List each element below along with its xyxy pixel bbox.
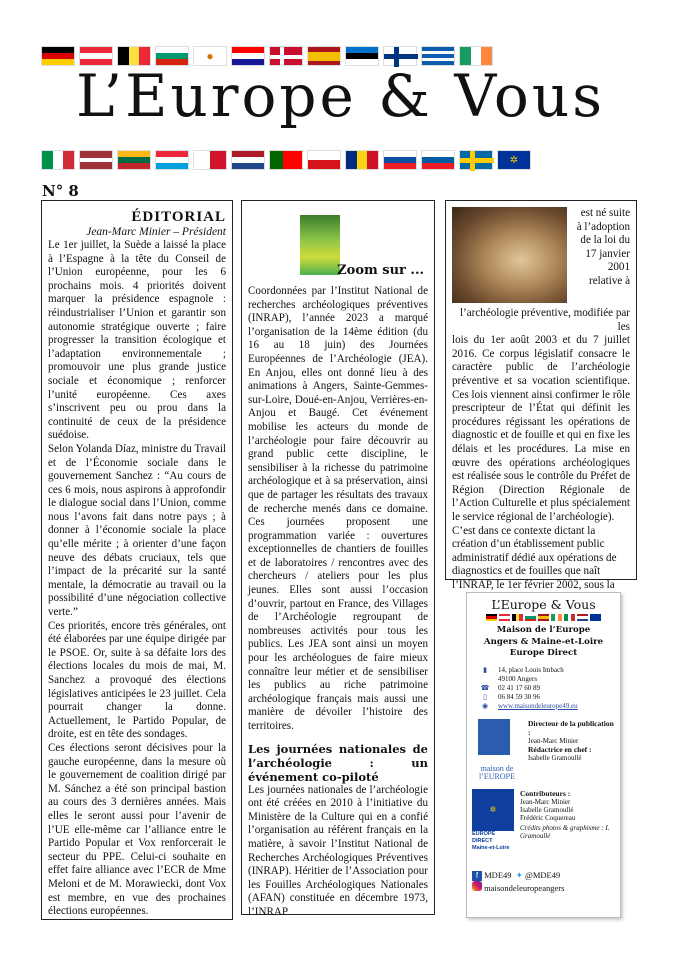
mini-flag-icon: [499, 614, 510, 621]
zoom-title: Zoom sur ...: [337, 263, 424, 278]
org-line: Europe Direct: [509, 648, 578, 658]
mobile-number: 06 84 59 30 96: [498, 692, 540, 701]
editorial-paragraph: Ces priorités, encore très générales, ont été élaborées par une équipe dirigée par le PSOE. Or, suite à sa défaite lors des élections locales du mois de mai, M. Sanchez a provoqué des élections législatives anticipées le 23 juillet. Cela pourrait changer la donne. Actuellement, le Partido Popular, de droite, est en tête des sondages.: [48, 619, 226, 741]
mobile-icon: ▯: [483, 692, 487, 701]
zoom-body: Coordonnées par l’Institut National de recherches archéologiques préventives (INRAP), l’année 2023 a marqué l’organisation de la 14ème édition (du 16 au 18 juin) des Journées Européennes de l’Archéologie (JEA). En Anjou, elles ont donné lieu à des animations à Angers, Sainte-Gemmes-sur-Loire, Doué-en-Anjou, Verrières-en-Anjou et Baugé. Cet événement mobilise les acteurs du monde de l’archéologie pour faire découvrir au grand public cette discipline, le sensibiliser à la richesse du patrimoine archéologique et à sa préservation, ainsi que de partager les résultats des travaux de recherche menés dans ce domaine. Ces journées proposent une programmation variée : ouvertures exceptionnelles de chantiers de fouilles et de laboratoires / rencontres avec des chercheurs / ateliers pour les plus jeunes. Elles sont aussi l’occasion d’ouvrir, partout en France, des Villages de l’Archéologie regroupant de nombreuses activités pour tous les publics. Les JEA sont ainsi un moyen pour les archéologues de faire mieux connaître leur métier et de sensibiliser les publics au riche patrimoine archéologique français mais aussi une manière de dévoiler l’histoire des territoires.: [248, 285, 428, 732]
phone-row: [472, 684, 615, 693]
publication-block: [472, 719, 615, 781]
flag-romania-icon: [345, 150, 379, 170]
masthead-title: L’Europe & Vous: [76, 62, 605, 130]
flag-latvia-icon: [79, 150, 113, 170]
zoom-header: [248, 207, 428, 285]
flag-luxembourg-icon: [155, 150, 189, 170]
instagram-handle[interactable]: maisondeleuropeangers: [484, 882, 565, 893]
social-row: [472, 869, 615, 881]
info-box: [466, 592, 621, 918]
flag-lithuania-icon: [117, 150, 151, 170]
infobox-title: L’Europe & Vous: [491, 597, 596, 612]
editorial-column: [41, 200, 233, 920]
flag-eu-icon: ✲: [497, 150, 531, 170]
flag-czechia-icon: [307, 150, 341, 170]
mini-flag-icon: [538, 614, 549, 621]
editorial-paragraph: Ces élections seront décisives pour la gauche européenne, dans la mesure où le gouvernement de coalition dirigé par M. Sánchez a été son principal bastion au cours des 3 dernières années. Mais elles le seront aussi pour l’avenir de l’UE elle-même car l’alliance entre le Partido Popular et Vox renforcerait le secteur du PPE. Celui-ci souhaite en effet faire alliance avec l’ECR de Mme Meloni et de M. Morawiecki, dont Vox est membre, en vue des prochaines élections européennes.: [48, 741, 226, 918]
maison-europe-logo-label: maison de l’EUROPE: [479, 763, 515, 781]
inrap-column: [445, 200, 637, 591]
flag-row-bottom: [41, 150, 531, 170]
website-link[interactable]: www.maisondeleurope49.eu: [498, 701, 578, 710]
address-row-2: [472, 675, 615, 684]
flag-malta-icon: [193, 150, 227, 170]
contributor-name: Jean-Marc Minier: [520, 797, 571, 806]
contributors-block: [472, 789, 615, 855]
issue-number: N° 8: [42, 182, 79, 200]
address-line-1: 14, place Louis Imbach: [498, 665, 564, 674]
inrap-body-2: C’est dans ce contexte dictant la création d’un établissement public administratif dédié aux opérations de diagnostics et de fouilles que naît l’INRAP, le 1er février 2002, sous la: [452, 524, 617, 591]
phone-icon: ☎: [480, 683, 490, 692]
infobox-org: [472, 625, 615, 660]
editor-name: Isabelle Gramoullé: [528, 753, 582, 762]
editorial-paragraph: Selon Yolanda Díaz, ministre du Travail et de l’Économie sociale dans le gouvernement Sanchez : “Au cours de ces 6 mois, nous aspirons à approfondir le dialogue social dans l’Union, comme nous l’avons fait dans notre pays ; à donner à l’économie sociale la place qu’elle mérite ; à orienter d’une façon neuve des débats cruciaux, tels que l’impact de la précarité sur la santé mentale, la démocratie au travail ou la possibilité d’une négociation collective verte.”: [48, 442, 226, 619]
contributors-label: Contributeurs :: [520, 788, 571, 798]
excavation-photo: [452, 207, 567, 303]
zoom-column: [241, 200, 435, 918]
social-row: [472, 881, 615, 894]
mini-flag-icon: [590, 614, 601, 621]
flag-cyprus-icon: ●: [193, 46, 227, 66]
phone-number: 02 41 17 60 89: [498, 683, 540, 692]
editor-label: Rédactrice en chef :: [528, 744, 592, 754]
org-line: Angers & Maine-et-Loire: [483, 636, 604, 647]
publication-credits: [528, 719, 615, 781]
address-row: [472, 666, 615, 675]
flag-netherlands-icon: [231, 150, 265, 170]
mini-flag-icon: [512, 614, 523, 621]
twitter-icon[interactable]: ✦: [515, 869, 523, 880]
editorial-title: ÉDITORIAL: [131, 209, 226, 225]
address-line-2: 49100 Angers: [498, 674, 538, 683]
director-name: Jean-Marc Minier: [528, 736, 579, 745]
contact-block: [472, 666, 615, 711]
mini-flag-icon: [525, 614, 536, 621]
web-row: [472, 702, 615, 711]
europe-direct-sublabel: Maine-et-Loire: [472, 844, 510, 851]
mini-flag-icon: [564, 614, 575, 621]
editorial-author: Jean-Marc Minier – Président: [86, 226, 226, 238]
mini-flag-icon: [551, 614, 562, 621]
photo-credit: Crédits photos & graphisme : I. Gramoullé: [520, 823, 610, 840]
europe-direct-label: EUROPE DIRECT: [472, 830, 496, 844]
twitter-handle[interactable]: @MDE49: [525, 869, 561, 880]
facebook-icon[interactable]: f: [472, 871, 482, 881]
contributors-list: [520, 789, 615, 855]
flag-slovenia-icon: [421, 150, 455, 170]
eu-stars-icon: ✲: [472, 789, 514, 831]
flag-slovakia-icon: [383, 150, 417, 170]
inrap-intro: est né suite à l’adoption de la loi du 17 janvier 2001 relative à l’archéologie préventive, modifiée par les: [459, 207, 630, 333]
flag-portugal-icon: [269, 150, 303, 170]
location-pin-icon: ▮: [483, 665, 487, 674]
jea-poster-image: [300, 215, 340, 275]
instagram-icon[interactable]: [472, 881, 482, 891]
zoom-subheading: Les journées nationales de l’archéologie : un événement co-piloté: [248, 741, 428, 784]
facebook-handle[interactable]: MDE49: [484, 869, 512, 880]
contributor-name: Frédéric Coquereau: [520, 813, 576, 822]
editorial-paragraph: Le 1er juillet, la Suède a laissé la place à l’Espagne à la tête du Conseil de l’Union européenne, pour les 6 prochains mois. 4 priorités doivent marquer la présidence espagnole : réindustrialiser l’Union et garantir son autonomie stratégique ouverte ; faire progresser la transition écologique et l’adaptation environnementale ; promouvoir une plus grande justice sociale et économique ; renforcer l’unité européenne. Ces axes s’inscrivent peu ou prou dans la continuité de ceux de la présidence suédoise.: [48, 239, 226, 442]
zoom-body-2: Les journées nationales de l’archéologie ont été créées en 2010 à l’initiative du Ministère de la Culture qui en a confié l’organisation au référent français en la matière, à savoir l’Institut National de Recherches Archéologiques Préventives (INRAP). Héritier de l’Association pour les Fouilles Archéologiques Nationales (AFAN) constituée en décembre 1973, l’INRAP: [248, 783, 428, 918]
mobile-row: [472, 693, 615, 702]
maison-europe-logo: [472, 719, 522, 781]
europe-direct-logo: [472, 789, 514, 855]
mini-flag-icon: [577, 614, 588, 621]
flag-sweden-icon: [459, 150, 493, 170]
director-label: Directeur de la publication :: [528, 718, 614, 737]
inrap-body: lois du 1er août 2003 et du 7 juillet 2016. Ce corpus législatif consacre le caractère public de l’archéologie préventive et sa vocation scientifique. Ces lois viennent ainsi confirmer le rôle prescripteur de l’État qui définit les procédures régissant les opérations de diagnostic et de fouille et qui en fixe les délais et les procédures. La mise en œuvre des opérations archéologiques est réalisée sous le contrôle du Préfet de Région (Direction Régionale de l’Action Culturelle et plus spécialement le service régional de l’archéologie).: [452, 334, 630, 523]
globe-icon: ◉: [481, 701, 489, 710]
social-links: [472, 869, 615, 894]
org-line: Maison de l’Europe: [496, 625, 591, 635]
infobox-flag-strip: [472, 614, 615, 621]
contributor-name: Isabelle Gramoullé: [520, 805, 574, 814]
editorial-body: [48, 239, 226, 919]
mini-flag-icon: [486, 614, 497, 621]
flag-italy-icon: [41, 150, 75, 170]
